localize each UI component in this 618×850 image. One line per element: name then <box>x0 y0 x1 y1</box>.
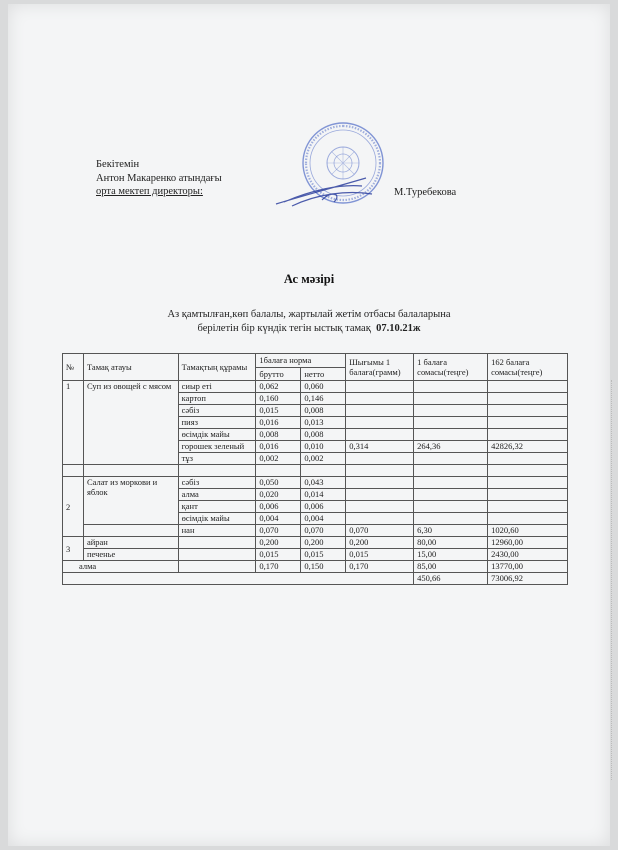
dish-name: алма <box>63 561 179 573</box>
cost1-cell: 85,00 <box>414 561 488 573</box>
usage-cell <box>346 489 414 501</box>
usage-cell <box>346 393 414 405</box>
netto-cell: 0,043 <box>301 477 346 489</box>
netto-cell: 0,015 <box>301 549 346 561</box>
brutto-cell: 0,015 <box>256 549 301 561</box>
header-num: № <box>63 354 84 381</box>
cost162-cell <box>488 393 568 405</box>
director-name: М.Туребекова <box>394 187 457 198</box>
brutto-cell: 0,160 <box>256 393 301 405</box>
brutto-cell: 0,006 <box>256 501 301 513</box>
netto-cell: 0,070 <box>301 525 346 537</box>
cost1-cell <box>414 393 488 405</box>
cost162-cell <box>488 489 568 501</box>
netto-cell: 0,002 <box>301 453 346 465</box>
brutto-cell: 0,170 <box>256 561 301 573</box>
dish-name: айран <box>83 537 178 549</box>
netto-cell: 0,014 <box>301 489 346 501</box>
cost1-cell: 6,30 <box>414 525 488 537</box>
cost1-cell <box>414 513 488 525</box>
ingredient: горошек зеленый <box>178 441 256 453</box>
netto-cell: 0,200 <box>301 537 346 549</box>
brutto-cell: 0,070 <box>256 525 301 537</box>
ingredient: картоп <box>178 393 256 405</box>
menu-table <box>62 353 568 585</box>
cost1-cell <box>414 501 488 513</box>
cost162-cell <box>488 453 568 465</box>
ingredient: нан <box>178 525 256 537</box>
group-num: 1 <box>63 381 84 465</box>
cost162-cell <box>488 429 568 441</box>
brutto-cell: 0,016 <box>256 441 301 453</box>
header-composition: Тамақтың құрамы <box>178 354 256 381</box>
netto-cell: 0,146 <box>301 393 346 405</box>
header-dish: Тамақ атауы <box>83 354 178 381</box>
cost1-cell <box>414 453 488 465</box>
cost1-cell: 264,36 <box>414 441 488 453</box>
header-cost1: 1 балаға сомасы(теңге) <box>414 354 488 381</box>
director-line: орта мектеп директоры: <box>96 186 203 197</box>
page-subtitle <box>0 308 618 335</box>
school-line: Антон Макаренко атындағы <box>96 172 222 184</box>
page-title: Ас мәзірі <box>283 272 335 286</box>
header-cost162: 162 балаға сомасы(теңге) <box>488 354 568 381</box>
dish-name: Суп из овощей с мясом <box>83 381 178 465</box>
ingredient: пияз <box>178 417 256 429</box>
brutto-cell: 0,062 <box>256 381 301 393</box>
cost162-cell <box>488 405 568 417</box>
cost162-cell: 12960,00 <box>488 537 568 549</box>
cost162-cell: 1020,60 <box>488 525 568 537</box>
approval-block <box>96 158 222 199</box>
ingredient: сәбіз <box>178 405 256 417</box>
netto-cell: 0,010 <box>301 441 346 453</box>
total-cost162: 73006,92 <box>488 573 568 585</box>
cost1-cell <box>414 381 488 393</box>
cost1-cell <box>414 429 488 441</box>
dish-name: Салат из моркови и яблок <box>83 477 178 525</box>
cost1-cell <box>414 405 488 417</box>
table-total-row <box>63 573 568 585</box>
cost162-cell: 2430,00 <box>488 549 568 561</box>
table-row <box>63 381 568 393</box>
netto-cell: 0,006 <box>301 501 346 513</box>
ingredient: сиыр еті <box>178 381 256 393</box>
brutto-cell: 0,015 <box>256 405 301 417</box>
ingredient: өсімдік майы <box>178 513 256 525</box>
usage-cell <box>346 381 414 393</box>
table-row <box>63 525 568 537</box>
cost1-cell: 15,00 <box>414 549 488 561</box>
cost1-cell: 80,00 <box>414 537 488 549</box>
usage-cell <box>346 453 414 465</box>
table-row <box>63 561 568 573</box>
netto-cell: 0,013 <box>301 417 346 429</box>
subtitle-line-1: Аз қамтылған,көп балалы, жартылай жетім отбасы балаларына <box>167 309 451 320</box>
table-row <box>63 477 568 489</box>
cost162-cell <box>488 417 568 429</box>
usage-cell <box>346 405 414 417</box>
group-num: 3 <box>63 537 84 561</box>
usage-cell <box>346 501 414 513</box>
netto-cell: 0,008 <box>301 429 346 441</box>
ingredient: алма <box>178 489 256 501</box>
header-brutto: брутто <box>256 367 301 381</box>
cost162-cell <box>488 381 568 393</box>
usage-cell: 0,200 <box>346 537 414 549</box>
netto-cell: 0,060 <box>301 381 346 393</box>
cost162-cell: 42826,32 <box>488 441 568 453</box>
ingredient: қант <box>178 501 256 513</box>
page-edge-mark <box>611 380 614 780</box>
header-usage: Шығымы 1 балаға(грамм) <box>346 354 414 381</box>
brutto-cell: 0,020 <box>256 489 301 501</box>
usage-cell: 0,015 <box>346 549 414 561</box>
menu-date: 07.10.21ж <box>376 322 421 334</box>
cost162-cell <box>488 477 568 489</box>
usage-cell <box>346 429 414 441</box>
table-header-row <box>63 354 568 368</box>
cost162-cell <box>488 513 568 525</box>
ingredient: өсімдік майы <box>178 429 256 441</box>
usage-cell <box>346 417 414 429</box>
ingredient: тұз <box>178 453 256 465</box>
header-norm: 1балаға норма <box>256 354 346 368</box>
netto-cell: 0,008 <box>301 405 346 417</box>
ingredient: сәбіз <box>178 477 256 489</box>
cost1-cell <box>414 489 488 501</box>
dish-name: печенье <box>83 549 178 561</box>
usage-cell: 0,170 <box>346 561 414 573</box>
table-row-spacer <box>63 465 568 477</box>
table-row <box>63 549 568 561</box>
cost162-cell: 13770,00 <box>488 561 568 573</box>
netto-cell: 0,004 <box>301 513 346 525</box>
usage-cell: 0,070 <box>346 525 414 537</box>
usage-cell <box>346 477 414 489</box>
brutto-cell: 0,002 <box>256 453 301 465</box>
cost1-cell <box>414 417 488 429</box>
director-signature <box>262 160 382 220</box>
netto-cell: 0,150 <box>301 561 346 573</box>
group-num: 2 <box>63 477 84 537</box>
approve-label: Бекітемін <box>96 159 140 170</box>
total-cost1: 450,66 <box>414 573 488 585</box>
header-netto: нетто <box>301 367 346 381</box>
table-row <box>63 537 568 549</box>
brutto-cell: 0,016 <box>256 417 301 429</box>
cost1-cell <box>414 477 488 489</box>
brutto-cell: 0,008 <box>256 429 301 441</box>
brutto-cell: 0,050 <box>256 477 301 489</box>
subtitle-line-2: берілетін бір күндік тегін ыстық тамақ 07.10.21ж <box>197 322 421 334</box>
cost162-cell <box>488 501 568 513</box>
usage-cell: 0,314 <box>346 441 414 453</box>
brutto-cell: 0,004 <box>256 513 301 525</box>
brutto-cell: 0,200 <box>256 537 301 549</box>
usage-cell <box>346 513 414 525</box>
